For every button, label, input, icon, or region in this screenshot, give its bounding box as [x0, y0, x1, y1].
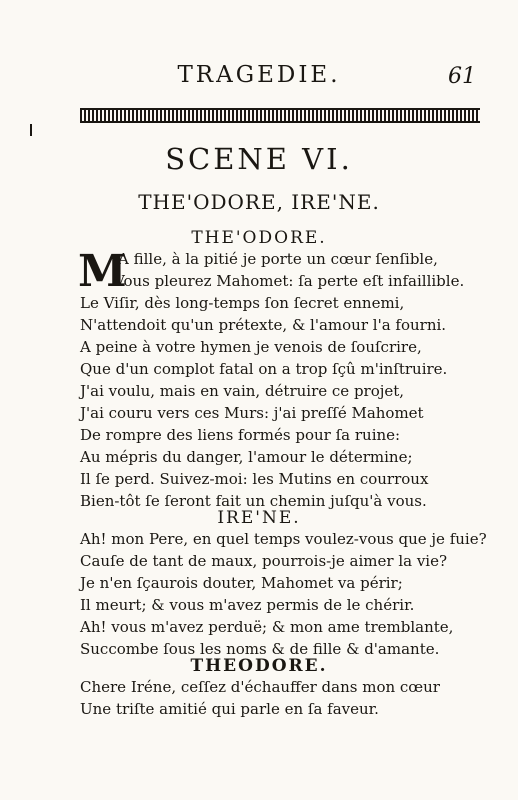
verse-line: Ah! mon Pere, en quel temps voulez-vous que je fuie? [80, 530, 487, 548]
verse-line: Au mépris du danger, l'amour le détermine; [80, 448, 413, 466]
verse-line: Chere Iréne, ceſſez d'échauffer dans mon cœur [80, 678, 440, 696]
page-number: 61 [448, 64, 476, 89]
verse-line: Il ſe perd. Suivez-moi: les Mutins en courroux [80, 470, 429, 488]
speaker-theodore: THE'ODORE. [191, 228, 327, 248]
margin-mark [30, 124, 32, 136]
verse-line: J'ai voulu, mais en vain, détruire ce projet, [80, 382, 405, 400]
verse-line: Ah! vous m'avez perduë; & mon ame tremblante, [80, 618, 454, 636]
drop-cap: M [78, 246, 127, 297]
speaker-theodore: THEODORE. [190, 656, 328, 676]
scene-characters: THE'ODORE, IRE'NE. [138, 190, 380, 214]
verse-line: Bien-tôt ſe ſeront fait un chemin juſqu'à vous. [80, 492, 427, 510]
verse-line: Je n'en ſçaurois douter, Mahomet va périr; [80, 574, 403, 592]
verse-line: Vous pleurez Mahomet: ſa perte eſt infaillible. [114, 272, 465, 290]
verse-line: Il meurt; & vous m'avez permis de le chérir. [80, 596, 415, 614]
running-head: TRAGEDIE. [177, 62, 341, 88]
verse-line: Le Viſir, dès long-temps ſon ſecret ennemi, [80, 294, 405, 312]
verse-line: J'ai couru vers ces Murs: j'ai preſſé Mahomet [80, 404, 424, 422]
verse-line: Succombe ſous les noms & de fille & d'amante. [80, 640, 440, 658]
verse-line: Une triſte amitié qui parle en ſa faveur. [80, 700, 379, 718]
scene-title: SCENE VI. [165, 142, 353, 176]
speaker-irene: IRE'NE. [217, 508, 301, 528]
verse-line: N'attendoit qu'un prétexte, & l'amour l'a fourni. [80, 316, 447, 334]
verse-line: Que d'un complot fatal on a trop ſçû m'inſtruire. [80, 360, 448, 378]
verse-line: A peine à votre hymen je venois de ſouſcrire, [80, 338, 422, 356]
verse-line: De rompre des liens formés pour ſa ruine: [80, 426, 401, 444]
ornament-rule [80, 108, 480, 123]
verse-line: A fille, à la pitié je porte un cœur ſenſible, [118, 250, 438, 268]
verse-line: Cauſe de tant de maux, pourrois-je aimer la vie? [80, 552, 448, 570]
